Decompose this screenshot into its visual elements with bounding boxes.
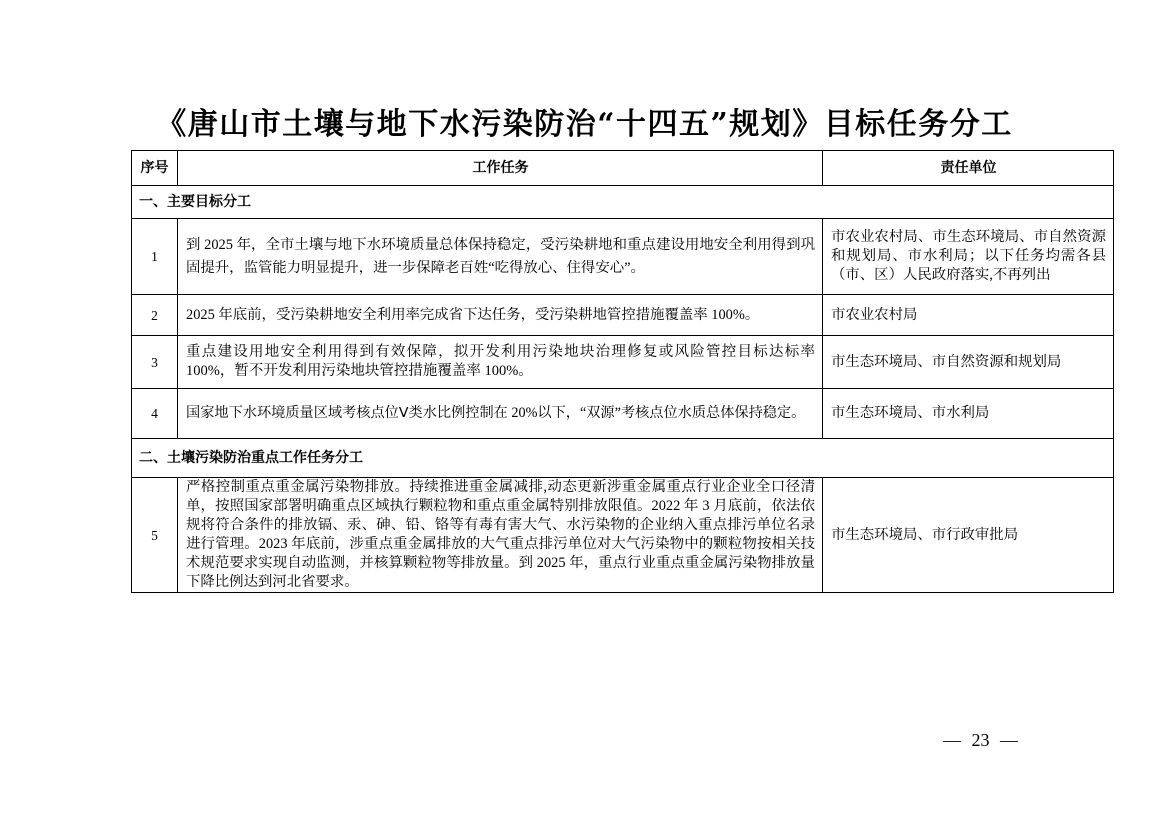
header-unit: 责任单位 xyxy=(823,151,1114,186)
row-index: 3 xyxy=(132,336,178,389)
section-row xyxy=(132,439,1114,478)
row-unit: 市生态环境局、市行政审批局 xyxy=(823,478,1114,593)
table-row xyxy=(132,219,1114,295)
page-number: — 23 — xyxy=(943,730,1018,750)
row-unit: 市农业农村局 xyxy=(823,295,1114,336)
document-title: 《唐山市土壤与地下水污染防治“十四五”规划》目标任务分工 xyxy=(156,107,1013,142)
table-row xyxy=(132,389,1114,439)
section-heading: 二、土壤污染防治重点工作任务分工 xyxy=(132,439,1114,478)
section-row xyxy=(132,186,1114,219)
section-heading: 一、主要目标分工 xyxy=(132,186,1114,219)
task-table xyxy=(131,150,1114,593)
row-task: 到 2025 年，全市土壤与地下水环境质量总体保持稳定，受污染耕地和重点建设用地安全利用得到巩固提升，监管能力明显提升，进一步保障老百姓“吃得放心、住得安心”。 xyxy=(178,219,823,295)
row-index: 5 xyxy=(132,478,178,593)
row-index: 4 xyxy=(132,389,178,439)
row-unit: 市农业农村局、市生态环境局、市自然资源和规划局、市水利局；以下任务均需各县（市、区）人民政府落实,不再列出 xyxy=(823,219,1114,295)
header-index: 序号 xyxy=(132,151,178,186)
row-unit: 市生态环境局、市自然资源和规划局 xyxy=(823,336,1114,389)
row-index: 2 xyxy=(132,295,178,336)
table-row xyxy=(132,295,1114,336)
row-task: 国家地下水环境质量区域考核点位Ⅴ类水比例控制在 20%以下，“双源”考核点位水质总体保持稳定。 xyxy=(178,389,823,439)
table-row xyxy=(132,336,1114,389)
row-index: 1 xyxy=(132,219,178,295)
row-task: 重点建设用地安全利用得到有效保障，拟开发利用污染地块治理修复或风险管控目标达标率 100%，暂不开发利用污染地块管控措施覆盖率 100%。 xyxy=(178,336,823,389)
table-header-row xyxy=(132,151,1114,186)
row-unit: 市生态环境局、市水利局 xyxy=(823,389,1114,439)
table-row xyxy=(132,478,1114,593)
row-task: 2025 年底前，受污染耕地安全利用率完成省下达任务，受污染耕地管控措施覆盖率 100%。 xyxy=(178,295,823,336)
row-task: 严格控制重点重金属污染物排放。持续推进重金属减排,动态更新涉重金属重点行业企业全口径清单，按照国家部署明确重点区域执行颗粒物和重点重金属特别排放限值。2022 年 3 月底前，依法依规将符合条件的排放镉、汞、砷、铅、铬等有毒有害大气、水污染物的企业纳入重点排污单位名录进行管理。2023 年底前，涉重点重金属排放的大气重点排污单位对大气污染物中的颗粒物按相关技术规范要求实现自动监测，并核算颗粒物等排放量。到 2025 年，重点行业重点重金属污染物排放量下降比例达到河北省要求。 xyxy=(178,478,823,593)
header-task: 工作任务 xyxy=(178,151,823,186)
